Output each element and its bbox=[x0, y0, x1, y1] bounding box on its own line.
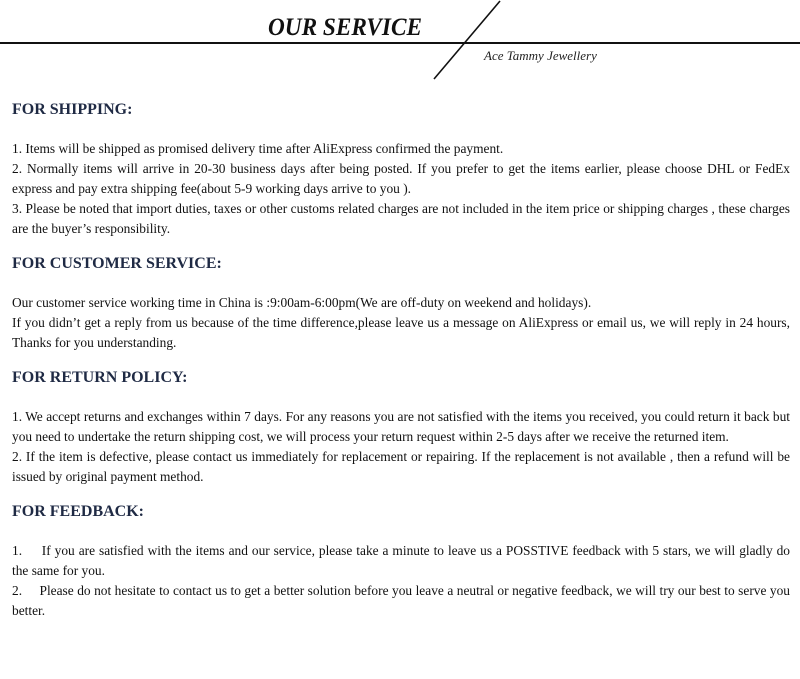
customer-service-hours: Our customer service working time in China is :9:00am-6:00pm(We are off-duty on weekend and holidays). bbox=[12, 295, 592, 310]
section-heading: FOR RETURN POLICY: bbox=[12, 369, 188, 386]
section-heading: FOR SHIPPING: bbox=[12, 101, 133, 118]
return-item-2: 2. If the item is defective, please contact us immediately for replacement or repairing. If the replacement is not available , then a refund will be issued by original payment method. bbox=[12, 449, 790, 484]
section-shipping bbox=[12, 100, 790, 239]
customer-service-reply-note: If you didn’t get a reply from us because of the time difference,please leave us a message on AliExpress or email us, we will reply in 24 hours, Thanks for you understanding. bbox=[12, 315, 790, 350]
shipping-item-2: 2. Normally items will arrive in 20-30 business days after being posted. If you prefer to get the items earlier, please choose DHL or FedEx express and pay extra shipping fee(about 5-9 working days arrive to you ). bbox=[12, 161, 790, 196]
feedback-item-2: 2. Please do not hesitate to contact us to get a better solution before you leave a neutral or negative feedback, we will try our best to serve you better. bbox=[12, 583, 794, 618]
return-item-1: 1. We accept returns and exchanges within 7 days. For any reasons you are not satisfied with the items you received, you could return it back but you need to undertake the return shipping cost, we will process your return request within 2-5 days after we receive the returned item. bbox=[12, 409, 790, 444]
section-feedback bbox=[12, 502, 794, 621]
section-heading: FOR CUSTOMER SERVICE: bbox=[12, 255, 222, 272]
section-heading: FOR FEEDBACK: bbox=[12, 503, 144, 520]
page-header bbox=[0, 0, 800, 85]
section-customer-service bbox=[12, 254, 790, 353]
shipping-item-3: 3. Please be noted that import duties, taxes or other customs related charges are not included in the item price or shipping charges , these charges are the buyer’s responsibility. bbox=[12, 201, 790, 236]
feedback-item-1: 1. If you are satisfied with the items and our service, please take a minute to leave us a POSSTIVE feedback with 5 stars, we will gladly do the same for you. bbox=[12, 543, 794, 578]
page-title: OUR SERVICE bbox=[268, 14, 423, 41]
section-return-policy bbox=[12, 368, 790, 487]
brand-subtitle: Ace Tammy Jewellery bbox=[484, 48, 597, 63]
shipping-item-1: 1. Items will be shipped as promised delivery time after AliExpress confirmed the payment. bbox=[12, 141, 504, 156]
service-content bbox=[12, 100, 794, 621]
diagonal-slash-decoration bbox=[0, 0, 800, 85]
